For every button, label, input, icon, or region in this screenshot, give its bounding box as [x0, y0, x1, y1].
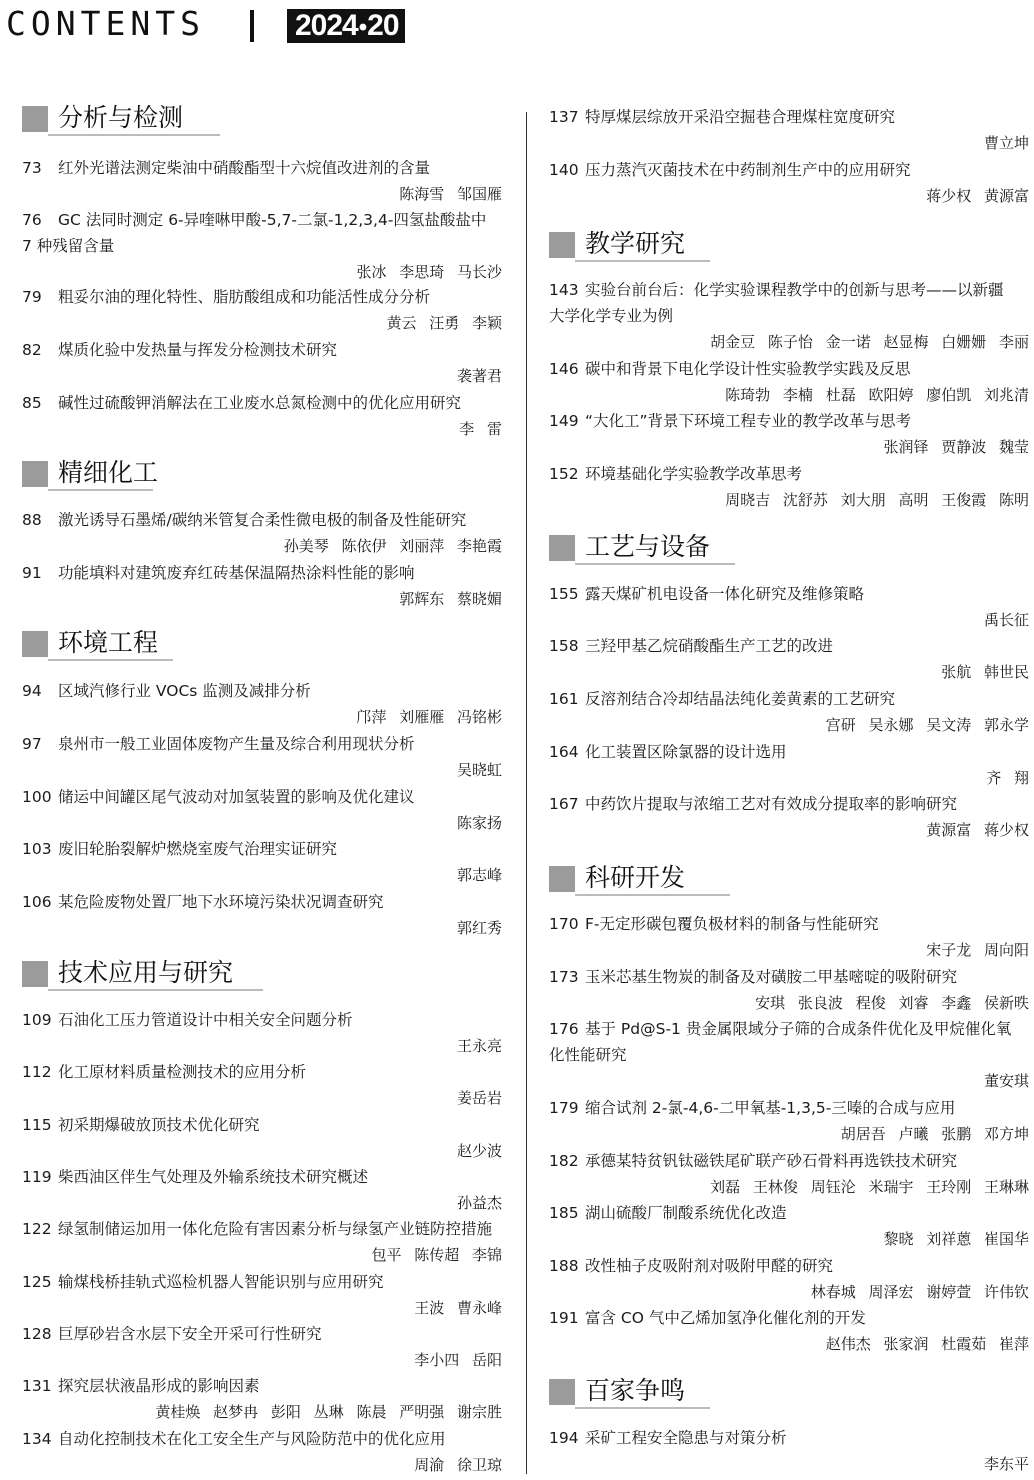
header-separator: [250, 10, 254, 42]
entry-title-line: [22, 1007, 502, 1033]
entry-title-line: [549, 964, 1029, 990]
section-marker-square: [22, 461, 48, 487]
entry-title-line: [22, 678, 502, 704]
page-number: 137: [549, 108, 579, 126]
section-marker-square: [22, 631, 48, 657]
page-number: 109: [22, 1011, 52, 1029]
article-title: 基于 Pd@S-1 贵金属限域分子筛的合成条件优化及甲烷催化氧: [585, 1020, 1012, 1038]
entry-title-line: [549, 1148, 1029, 1174]
section-title: 分析与检测: [58, 103, 184, 132]
article-authors: 黄云 汪勇 李颖: [386, 314, 502, 332]
article-title-continued: 大学化学专业为例: [549, 307, 674, 325]
section-marker-square: [549, 232, 575, 258]
article-authors: 周渝 徐卫琼: [414, 1456, 502, 1474]
page-number: 140: [549, 161, 579, 179]
entry-title-line: [22, 1112, 502, 1138]
entry-title-line: [22, 390, 502, 416]
article-title: 压力蒸汽灭菌技术在中药制剂生产中的应用研究: [585, 161, 911, 179]
section-marker-square: [22, 106, 48, 132]
article-title: 玉米芯基生物炭的制备及对磺胺二甲基嘧啶的吸附研究: [585, 968, 958, 986]
page-number: 155: [549, 585, 579, 603]
section-title: 精细化工: [58, 458, 159, 487]
article-authors: 王波 曹永峰: [414, 1299, 502, 1317]
toc-entry[interactable]: [549, 739, 1029, 791]
toc-entry[interactable]: [549, 686, 1029, 738]
section-title: 科研开发: [585, 863, 686, 892]
article-title: F-无定形碳包覆负极材料的制备与性能研究: [585, 915, 879, 933]
page-number: 164: [549, 743, 579, 761]
entry-title-line: [549, 461, 1029, 487]
page-number: 152: [549, 465, 579, 483]
article-title: 自动化控制技术在化工安全生产与风险防范中的优化应用: [58, 1430, 446, 1448]
article-authors: 李 雷: [459, 420, 502, 438]
article-title: 初采期爆破放顶技术优化研究: [58, 1116, 260, 1134]
article-title: 激光诱导石墨烯/碳纳米管复合柔性微电极的制备及性能研究: [58, 511, 467, 529]
section-marker-square: [549, 1379, 575, 1405]
entry-title-line: [549, 581, 1029, 607]
toc-entry[interactable]: [22, 731, 502, 783]
entry-title-line: [549, 1305, 1029, 1331]
section-title: 环境工程: [58, 628, 159, 657]
entry-title-line: [549, 104, 1029, 130]
issue-dot: •: [358, 14, 367, 41]
article-authors: 吴晓虹: [456, 761, 502, 779]
article-authors: 陈家扬: [456, 814, 502, 832]
entry-title-line: [549, 408, 1029, 434]
article-title: 碳中和背景下电化学设计性实验教学实践及反思: [585, 360, 911, 378]
section-marker-square: [549, 535, 575, 561]
toc-entry[interactable]: [549, 1200, 1029, 1252]
page-number: 146: [549, 360, 579, 378]
page-number: 79: [22, 288, 42, 306]
toc-entry[interactable]: [22, 560, 502, 612]
article-title: “大化工”背景下环境工程专业的教学改革与思考: [585, 412, 912, 430]
article-authors: 王永亮: [456, 1037, 502, 1055]
page-number: 134: [22, 1430, 52, 1448]
article-authors: 黄源富 蒋少权: [926, 821, 1029, 839]
entry-title-line: [549, 277, 1029, 303]
toc-entry[interactable]: [22, 678, 502, 730]
page-number: 97: [22, 735, 42, 753]
page-number: 94: [22, 682, 42, 700]
toc-entry[interactable]: [22, 1007, 502, 1059]
article-title: 特厚煤层综放开采沿空掘巷合理煤柱宽度研究: [585, 108, 896, 126]
page-number: 173: [549, 968, 579, 986]
page-number: 100: [22, 788, 52, 806]
entry-title-line: [549, 739, 1029, 765]
article-title: 探究层状液晶形成的影响因素: [58, 1377, 260, 1395]
article-authors: 宫研 吴永娜 吴文涛 郭永学: [825, 716, 1029, 734]
page-number: 85: [22, 394, 42, 412]
article-title: 三羟甲基乙烷硝酸酯生产工艺的改进: [585, 637, 834, 655]
toc-entry[interactable]: [549, 1425, 1029, 1477]
toc-entry[interactable]: [549, 964, 1029, 1016]
article-authors: 包平 陈传超 李锦: [371, 1246, 502, 1264]
toc-entry[interactable]: [549, 1148, 1029, 1200]
page-number: 88: [22, 511, 42, 529]
toc-entry[interactable]: [22, 284, 502, 336]
toc-entry[interactable]: [549, 277, 1029, 355]
toc-entry[interactable]: [549, 104, 1029, 156]
article-title: 区域汽修行业 VOCs 监测及减排分析: [58, 682, 311, 700]
article-title: 中药饮片提取与浓缩工艺对有效成分提取率的影响研究: [585, 795, 958, 813]
entry-title-line: [549, 911, 1029, 937]
section-heading: [22, 455, 502, 495]
article-authors: 张冰 李思琦 马长沙: [356, 263, 502, 281]
page-number: 179: [549, 1099, 579, 1117]
article-title: 湖山硫酸厂制酸系统优化改造: [585, 1204, 787, 1222]
toc-entry[interactable]: [549, 461, 1029, 513]
article-title: 功能填料对建筑废弃红砖基保温隔热涂料性能的影响: [58, 564, 415, 582]
article-title: 废旧轮胎裂解炉燃烧室废气治理实证研究: [58, 840, 338, 858]
entry-title-line: [22, 889, 502, 915]
article-authors: 郭红秀: [456, 919, 502, 937]
page-number: 143: [549, 281, 579, 299]
issue-year: 2024: [295, 9, 358, 42]
toc-entry[interactable]: [549, 633, 1029, 685]
section-underline: [48, 659, 173, 661]
section-underline: [48, 134, 220, 136]
article-authors: 禹长征: [983, 611, 1029, 629]
entry-title-line: [22, 337, 502, 363]
toc-entry[interactable]: [22, 337, 502, 389]
toc-entry[interactable]: [549, 1253, 1029, 1305]
article-title: 化工原材料质量检测技术的应用分析: [58, 1063, 307, 1081]
entry-title-line: [549, 157, 1029, 183]
toc-entry[interactable]: [22, 1164, 502, 1216]
article-title: 反溶剂结合冷却结晶法纯化姜黄素的工艺研究: [585, 690, 896, 708]
article-title: 红外光谱法测定柴油中硝酸酯型十六烷值改进剂的含量: [58, 159, 431, 177]
section-title: 技术应用与研究: [58, 958, 234, 987]
entry-title-line: [22, 560, 502, 586]
article-title: 露天煤矿机电设备一体化研究及维修策略: [585, 585, 865, 603]
toc-entry[interactable]: [549, 408, 1029, 460]
toc-entry[interactable]: [549, 1095, 1029, 1147]
article-title: 采矿工程安全隐患与对策分析: [585, 1429, 787, 1447]
article-authors: 孙美琴 陈依伊 刘丽萍 李艳霞: [283, 537, 502, 555]
entry-title-line: [549, 633, 1029, 659]
article-authors: 张航 韩世民: [941, 663, 1029, 681]
toc-entry[interactable]: [22, 155, 502, 207]
entry-title-line: [22, 284, 502, 310]
page-number: 170: [549, 915, 579, 933]
article-title: 绿氢制储运加用一体化危险有害因素分析与绿氢产业链防控措施: [58, 1220, 493, 1238]
article-title: 巨厚砂岩含水层下安全开采可行性研究: [58, 1325, 322, 1343]
toc-entry[interactable]: [549, 1016, 1029, 1094]
article-title: 缩合试剂 2-氯-4,6-二甲氧基-1,3,5-三嗪的合成与应用: [585, 1099, 956, 1117]
entry-title-line: [549, 1200, 1029, 1226]
page-number: 188: [549, 1257, 579, 1275]
article-authors: 邝萍 刘雁雁 冯铭彬: [356, 708, 502, 726]
article-authors: 袭著君: [456, 367, 502, 385]
toc-entry[interactable]: [22, 1269, 502, 1321]
article-title: 储运中间罐区尾气波动对加氢装置的影响及优化建议: [58, 788, 415, 806]
article-title: 实验台前台后：化学实验课程教学中的创新与思考——以新疆: [585, 281, 1004, 299]
article-authors: 孙益杰: [456, 1194, 502, 1212]
entry-title-line: [549, 1016, 1029, 1042]
article-title: 化工装置区除氯器的设计选用: [585, 743, 787, 761]
section-underline: [48, 489, 153, 491]
section-underline: [575, 563, 735, 565]
page-number: 161: [549, 690, 579, 708]
entry-title-line: [549, 356, 1029, 382]
article-authors: 张润铎 贾静波 魏莹: [883, 438, 1029, 456]
section-marker-square: [549, 866, 575, 892]
section-underline: [575, 1407, 710, 1409]
section-heading: [22, 955, 502, 995]
contents-label: CONTENTS: [6, 4, 205, 43]
entry-title-line: [549, 1425, 1029, 1451]
page-number: 73: [22, 159, 42, 177]
entry-title-line: [22, 207, 502, 233]
page-number: 122: [22, 1220, 52, 1238]
article-title: 承德某特贫钒钛磁铁尾矿联产砂石骨料再选铁技术研究: [585, 1152, 958, 1170]
article-authors: 胡居吾 卢曦 张鹏 邓方坤: [840, 1125, 1029, 1143]
article-authors: 周晓吉 沈舒苏 刘大朋 高明 王俊霞 陈明: [725, 491, 1029, 509]
toc-entry[interactable]: [22, 390, 502, 442]
section-heading: [22, 100, 502, 140]
issue-badge: [287, 9, 405, 43]
article-authors: 郭志峰: [456, 866, 502, 884]
entry-title-line: [22, 731, 502, 757]
section-heading: [549, 1373, 1029, 1413]
article-authors: 安琪 张良波 程俊 刘睿 李鑫 侯新昳: [755, 994, 1029, 1012]
article-title: 粗妥尔油的理化特性、脂肪酸组成和功能活性成分分析: [58, 288, 431, 306]
section-marker-square: [22, 961, 48, 987]
article-authors: 李东平: [983, 1455, 1029, 1473]
toc-entry[interactable]: [22, 784, 502, 836]
article-title-continued: 7 种残留含量: [22, 237, 115, 255]
article-authors: 林春城 周泽宏 谢婷萱 许伟钦: [810, 1283, 1029, 1301]
entry-title-line: [549, 686, 1029, 712]
toc-entry[interactable]: [22, 1112, 502, 1164]
article-authors: 陈海雪 邹国雁: [399, 185, 502, 203]
toc-entry[interactable]: [22, 207, 502, 285]
article-title: GC 法同时测定 6-异喹啉甲酸-5,7-二氯-1,2,3,4-四氢盐酸盐中: [58, 211, 487, 229]
article-authors: 宋子龙 周向阳: [926, 941, 1029, 959]
page-number: 103: [22, 840, 52, 858]
article-title: 煤质化验中发热量与挥发分检测技术研究: [58, 341, 338, 359]
entry-title-line: [549, 791, 1029, 817]
page-number: 176: [549, 1020, 579, 1038]
entry-title-line: [22, 1059, 502, 1085]
section-title: 工艺与设备: [585, 532, 711, 561]
article-title: 改性柚子皮吸附剂对吸附甲醛的研究: [585, 1257, 834, 1275]
article-authors: 郭辉东 蔡晓媚: [399, 590, 502, 608]
entry-title-line: [22, 1321, 502, 1347]
article-authors: 曹立坤: [983, 134, 1029, 152]
page-number: 194: [549, 1429, 579, 1447]
section-underline: [48, 989, 263, 991]
toc-entry[interactable]: [549, 356, 1029, 408]
page-number: 182: [549, 1152, 579, 1170]
page-number: 91: [22, 564, 42, 582]
toc-entry[interactable]: [22, 1426, 502, 1478]
entry-title-line: [22, 784, 502, 810]
section-heading: [549, 226, 1029, 266]
article-authors: 黎晓 刘祥蒽 崔国华: [883, 1230, 1029, 1248]
section-underline: [575, 260, 710, 262]
page-number: 185: [549, 1204, 579, 1222]
toc-entry[interactable]: [22, 1216, 502, 1268]
article-authors: 蒋少权 黄源富: [926, 187, 1029, 205]
toc-entry[interactable]: [22, 1059, 502, 1111]
article-authors: 黄桂焕 赵梦冉 彭阳 丛琳 陈晨 严明强 谢宗胜: [155, 1403, 502, 1421]
article-authors: 姜岳岩: [456, 1089, 502, 1107]
article-title: 石油化工压力管道设计中相关安全问题分析: [58, 1011, 353, 1029]
article-authors: 胡金豆 陈子怡 金一诺 赵显梅 白姗姗 李丽: [710, 333, 1029, 351]
section-heading: [549, 529, 1029, 569]
article-authors: 赵少波: [456, 1142, 502, 1160]
entry-title-line: [22, 155, 502, 181]
article-title: 碱性过硫酸钾消解法在工业废水总氮检测中的优化应用研究: [58, 394, 462, 412]
entry-title-line: [22, 507, 502, 533]
page-number: 191: [549, 1309, 579, 1327]
article-authors: 董安琪: [983, 1072, 1029, 1090]
article-title: 柴西油区伴生气处理及外输系统技术研究概述: [58, 1168, 369, 1186]
page-number: 82: [22, 341, 42, 359]
toc-entry[interactable]: [549, 1305, 1029, 1357]
page-header: [0, 0, 1034, 60]
page-number: 119: [22, 1168, 52, 1186]
toc-entry[interactable]: [549, 791, 1029, 843]
page-number: 167: [549, 795, 579, 813]
entry-title-line: [22, 1373, 502, 1399]
toc-entry[interactable]: [22, 1373, 502, 1425]
page-number: 112: [22, 1063, 52, 1081]
section-underline: [575, 894, 730, 896]
toc-entry[interactable]: [549, 581, 1029, 633]
article-title: 某危险废物处置厂地下水环境污染状况调查研究: [58, 893, 384, 911]
toc-entry[interactable]: [22, 889, 502, 941]
section-heading: [22, 625, 502, 665]
article-authors: 齐 翔: [986, 769, 1029, 787]
toc-entry[interactable]: [22, 1321, 502, 1373]
page-number: 128: [22, 1325, 52, 1343]
toc-entry[interactable]: [22, 507, 502, 559]
article-authors: 赵伟杰 张家润 杜霞茹 崔萍: [825, 1335, 1029, 1353]
article-authors: 李小四 岳阳: [414, 1351, 502, 1369]
article-authors: 陈琦勃 李楠 杜磊 欧阳婷 廖伯凯 刘兆清: [725, 386, 1029, 404]
page-number: 149: [549, 412, 579, 430]
section-title: 百家争鸣: [585, 1376, 686, 1405]
page-number: 158: [549, 637, 579, 655]
page-number: 131: [22, 1377, 52, 1395]
entry-title-line: [22, 1269, 502, 1295]
entry-title-line: [549, 1095, 1029, 1121]
toc-entry[interactable]: [549, 911, 1029, 963]
article-title: 输煤栈桥挂轨式巡检机器人智能识别与应用研究: [58, 1273, 384, 1291]
section-heading: [549, 860, 1029, 900]
entry-title-line: [22, 836, 502, 862]
page-number: 115: [22, 1116, 52, 1134]
toc-entry[interactable]: [549, 157, 1029, 209]
article-authors: 刘磊 王林俊 周钰沦 米瑞宇 王玲刚 王琳琳: [710, 1178, 1029, 1196]
issue-number: 20: [367, 9, 399, 42]
article-title-continued: 化性能研究: [549, 1046, 627, 1064]
article-title: 环境基础化学实验教学改革思考: [585, 465, 803, 483]
entry-title-line: [549, 1253, 1029, 1279]
section-title: 教学研究: [585, 229, 686, 258]
entry-title-line: [22, 1164, 502, 1190]
article-title: 泉州市一般工业固体废物产生量及综合利用现状分析: [58, 735, 415, 753]
article-title: 富含 CO 气中乙烯加氢净化催化剂的开发: [585, 1309, 866, 1327]
entry-title-line: [22, 1216, 502, 1242]
toc-entry[interactable]: [22, 836, 502, 888]
page-number: 125: [22, 1273, 52, 1291]
entry-title-line: [22, 1426, 502, 1452]
column-divider: [526, 112, 527, 1474]
page-number: 106: [22, 893, 52, 911]
page-number: 76: [22, 211, 42, 229]
